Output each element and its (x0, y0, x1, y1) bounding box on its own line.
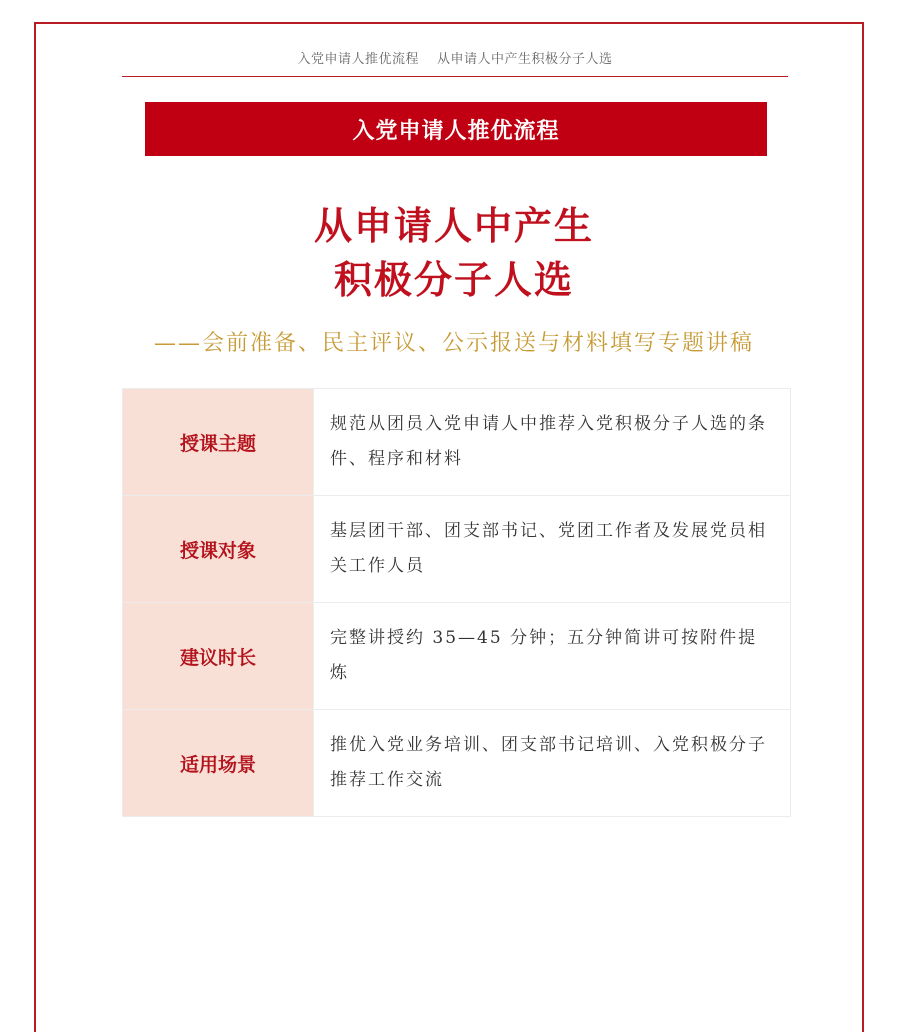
section-banner (145, 102, 767, 156)
row-label: 授课对象 (123, 496, 314, 603)
row-value: 基层团干部、团支部书记、党团工作者及发展党员相关工作人员 (314, 496, 791, 603)
row-label: 适用场景 (123, 710, 314, 817)
subtitle: ——会前准备、民主评议、公示报送与材料填写专题讲稿 (153, 331, 754, 356)
course-info-table (122, 388, 791, 817)
running-header-part2: 从申请人中产生积极分子人选 (437, 52, 613, 67)
running-header (122, 48, 788, 67)
row-value: 推优入党业务培训、团支部书记培训、入党积极分子推荐工作交流 (314, 710, 791, 817)
title-line-1: 从申请人中产生 (313, 203, 594, 248)
table-row (123, 389, 791, 496)
running-header-part1: 入党申请人推优流程 (297, 52, 419, 67)
title-line-2: 积极分子人选 (333, 257, 574, 302)
row-value: 规范从团员入党申请人中推荐入党积极分子人选的条件、程序和材料 (314, 389, 791, 496)
row-value: 完整讲授约 35—45 分钟；五分钟简讲可按附件提炼 (314, 603, 791, 710)
row-label: 建议时长 (123, 603, 314, 710)
row-label: 授课主题 (123, 389, 314, 496)
table-row (123, 710, 791, 817)
banner-text: 入党申请人推优流程 (352, 118, 560, 144)
header-divider (122, 76, 788, 77)
document-page (34, 22, 864, 1032)
page-title (96, 199, 812, 307)
table-row (123, 496, 791, 603)
table-row (123, 603, 791, 710)
